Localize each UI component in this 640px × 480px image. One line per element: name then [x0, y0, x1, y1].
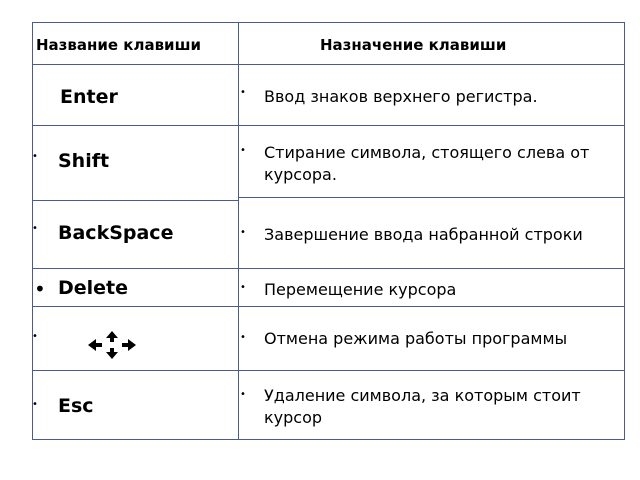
bullet: •	[240, 145, 246, 156]
column-divider	[238, 22, 239, 440]
description-backspace: Завершение ввода набранной строки	[264, 225, 583, 244]
left-row-divider	[32, 268, 239, 269]
header-key-name: Название клавиши	[36, 36, 202, 54]
bullet: •	[240, 227, 246, 238]
description-arrows: Отмена режима работы программы	[264, 329, 568, 348]
left-row-divider	[32, 370, 239, 371]
key-delete: Delete	[58, 277, 129, 299]
right-row-divider	[238, 64, 625, 65]
bullet: •	[32, 331, 38, 342]
right-row-divider	[238, 370, 625, 371]
bullet: •	[240, 332, 246, 343]
bullet: •	[34, 277, 46, 301]
description-delete: Перемещение курсора	[264, 280, 457, 299]
bullet: •	[240, 87, 246, 98]
right-row-divider	[238, 197, 625, 198]
left-row-divider	[32, 64, 239, 65]
right-row-divider	[238, 125, 625, 126]
header-key-purpose: Назначение клавиши	[320, 36, 507, 54]
key-shift: Shift	[58, 150, 110, 172]
right-row-divider	[238, 268, 625, 269]
left-row-divider	[32, 200, 239, 201]
left-row-divider	[32, 125, 239, 126]
bullet: •	[32, 151, 38, 162]
bullet: •	[240, 389, 246, 400]
key-esc: Esc	[58, 395, 94, 417]
left-row-divider	[32, 306, 239, 307]
bullet: •	[32, 223, 38, 234]
description-enter: Ввод знаков верхнего регистра.	[264, 87, 538, 106]
key-enter: Enter	[60, 86, 118, 108]
key-backspace: BackSpace	[58, 222, 174, 244]
bullet: •	[240, 282, 246, 293]
description-esc: Удаление символа, за которым стоит курсор	[264, 386, 581, 427]
bullet: •	[32, 399, 38, 410]
description-shift: Стирание символа, стоящего слева от курсора.	[264, 143, 590, 184]
right-row-divider	[238, 306, 625, 307]
arrow-keys-icon	[86, 330, 138, 364]
